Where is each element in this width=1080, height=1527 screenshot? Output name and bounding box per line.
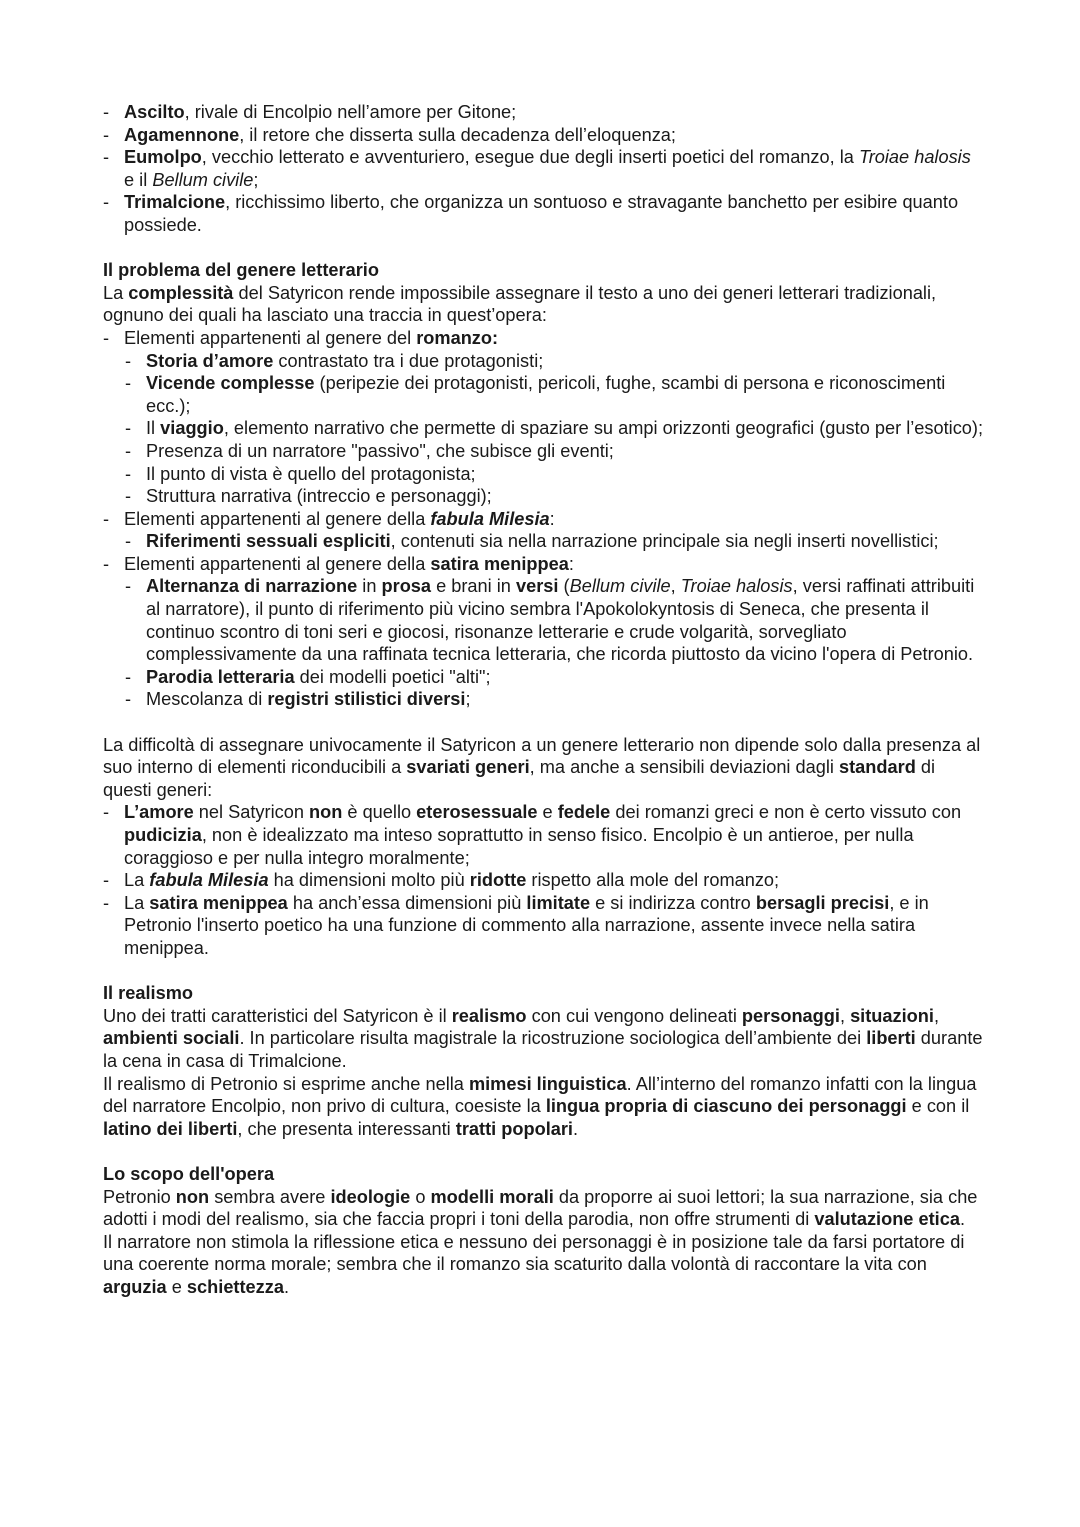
- paragraph: [103, 734, 983, 802]
- emphasis-text: tratti popolari: [455, 1118, 573, 1139]
- emphasis-text: Trimalcione: [124, 192, 226, 213]
- realism-section: [103, 982, 983, 1140]
- emphasis-text: schiettezza: [186, 1276, 284, 1297]
- text-run: La difficoltà di assegnare univocamente il Satyricon a un genere letterario non dipende solo dalla presenza al suo interno di elementi riconducibili a: [103, 734, 981, 778]
- text-run: Il punto di vista è quello del protagonista;: [146, 463, 476, 484]
- text-run: Il: [146, 418, 161, 439]
- text-run: e con il: [906, 1096, 970, 1117]
- text-run: ;: [253, 169, 259, 190]
- paragraph: [103, 1005, 983, 1073]
- paragraph: [103, 1186, 983, 1231]
- text-run: e si indirizza contro: [590, 892, 756, 913]
- emphasis-text: complessità: [128, 282, 234, 303]
- text-run: , il retore che disserta sulla decadenza dell’eloquenza;: [239, 124, 676, 145]
- text-run: da proporre ai suoi lettori; la sua narrazione, sia che adotti i modi del realismo, sia che faccia propri i toni della parodia, non offre strumenti di: [103, 1186, 978, 1230]
- text-run: , ma anche a sensibili deviazioni dagli: [529, 757, 840, 778]
- text-run: . All’interno del romanzo infatti con la lingua del narratore Encolpio, non privo di cultura, coesiste la: [103, 1073, 977, 1117]
- emphasis-text: fabula Milesia: [430, 508, 550, 529]
- list-item: [103, 124, 983, 147]
- section-heading: Il realismo: [103, 983, 193, 1004]
- text-run: Elementi appartenenti al genere della: [124, 508, 431, 529]
- emphasis-text: viaggio: [160, 418, 224, 439]
- text-run: e: [166, 1276, 187, 1297]
- sub-list-item: [125, 463, 983, 486]
- text-run: Il narratore non stimola la riflessione etica e nessuno dei personaggi è in posizione tale da farsi portatore di una coerente norma morale; sembra che il romanzo sia scaturito dalla volontà di raccontare la vita con: [103, 1231, 965, 1275]
- text-run: La: [124, 892, 150, 913]
- genre-section: [103, 259, 983, 959]
- text-run: di questi generi:: [103, 757, 936, 800]
- sub-list-item: [125, 485, 983, 508]
- sub-list-item: [125, 666, 983, 689]
- text-run: Petronio: [103, 1186, 176, 1207]
- text-run: .: [959, 1209, 965, 1230]
- paragraph: [103, 282, 983, 327]
- emphasis-text: Storia d’amore: [146, 350, 274, 371]
- emphasis-text: latino dei liberti: [103, 1118, 238, 1139]
- purpose-section: [103, 1163, 983, 1299]
- emphasis-text: svariati generi: [406, 757, 530, 778]
- emphasis-text: Alternanza di narrazione: [146, 576, 358, 597]
- sub-list-item: [125, 530, 983, 553]
- emphasis-text: prosa: [381, 576, 432, 597]
- text-run: rispetto alla mole del romanzo;: [526, 870, 780, 891]
- text-run: o: [410, 1186, 431, 1207]
- text-run: con cui vengono delineati: [526, 1005, 742, 1026]
- emphasis-text: versi: [515, 576, 559, 597]
- text-run: :: [549, 508, 555, 529]
- sub-list-item: [125, 372, 983, 417]
- emphasis-text: limitate: [526, 892, 591, 913]
- list-item: [103, 553, 983, 576]
- emphasis-text: fabula Milesia: [149, 870, 269, 891]
- text-run: , versi raffinati attribuiti al narratore), il punto di riferimento più vicino sembra l'Apokolokyntosis di Seneca, che presenta il continuo scontro di toni seri e giocosi, risonanze letterarie e crude volgarità, sorvegliato complessivamente da una raffinata tecnica letteraria, che ricorda piuttosto da vicino l'opera di Petronio.: [146, 576, 975, 665]
- sub-list-item: [125, 688, 983, 711]
- emphasis-text: Parodia letteraria: [146, 666, 295, 687]
- text-run: e brani in: [431, 576, 516, 597]
- text-run: ,: [839, 1005, 851, 1026]
- list-item: [103, 146, 983, 191]
- text-run: , che presenta interessanti: [237, 1118, 456, 1139]
- emphasis-text: Eumolpo: [124, 147, 202, 168]
- text-run: ,: [670, 576, 681, 597]
- list-item: [103, 191, 983, 236]
- emphasis-text: pudicizia: [124, 825, 202, 845]
- emphasis-text: Agamennone: [124, 124, 240, 145]
- text-run: ha anch’essa dimensioni più: [287, 892, 527, 913]
- emphasis-text: Vicende complesse: [146, 373, 315, 394]
- text-run: . In particolare risulta magistrale la ricostruzione sociologica dell’ambiente dei: [239, 1028, 867, 1049]
- emphasis-text: valutazione etica: [814, 1209, 960, 1230]
- text-run: Il realismo di Petronio si esprime anche nella: [103, 1073, 469, 1094]
- text-run: e il: [124, 169, 153, 190]
- emphasis-text: modelli morali: [430, 1186, 554, 1207]
- emphasis-text: satira menippea: [149, 892, 288, 913]
- text-run: durante la cena in casa di Trimalcione.: [103, 1028, 983, 1071]
- text-run: (peripezie dei protagonisti, pericoli, fughe, scambi di persona e riconoscimenti ecc.);: [146, 373, 946, 416]
- text-run: nel Satyricon: [193, 802, 309, 823]
- text-run: Mescolanza di: [146, 689, 268, 710]
- text-run: Presenza di un narratore "passivo", che subisce gli eventi;: [146, 440, 614, 461]
- list-item: [103, 869, 983, 892]
- text-run: , ricchissimo liberto, che organizza un sontuoso e stravagante banchetto per esibire quanto possiede.: [124, 192, 959, 235]
- text-run: :: [568, 553, 574, 574]
- text-run: è quello: [342, 802, 417, 823]
- characters-list: [103, 101, 983, 237]
- text-run: Elementi appartenenti al genere del: [124, 327, 417, 348]
- emphasis-text: ambienti sociali: [103, 1028, 240, 1049]
- text-run: .: [283, 1276, 290, 1297]
- text-run: ha dimensioni molto più: [268, 870, 470, 891]
- text-run: sembra avere: [209, 1186, 331, 1207]
- emphasis-text: Ascilto: [124, 102, 185, 122]
- emphasis-text: standard: [839, 757, 916, 778]
- text-run: ;: [465, 689, 471, 710]
- emphasis-text: mimesi linguistica: [468, 1073, 627, 1094]
- text-run: e: [537, 802, 558, 823]
- section-heading: Il problema del genere letterario: [103, 260, 379, 281]
- text-run: dei modelli poetici "alti";: [294, 666, 491, 687]
- text-run: La: [124, 870, 150, 891]
- paragraph: [103, 1231, 983, 1299]
- emphasis-text: romanzo:: [416, 327, 499, 348]
- emphasis-text: arguzia: [103, 1276, 167, 1297]
- text-run: dei romanzi greci e non è certo vissuto con: [610, 802, 962, 823]
- document-page: [103, 101, 983, 1298]
- emphasis-text: Troiae halosis: [680, 576, 793, 597]
- section-heading: Lo scopo dell'opera: [103, 1163, 275, 1184]
- emphasis-text: liberti: [866, 1028, 916, 1049]
- emphasis-text: lingua propria di ciascuno dei personaggi: [545, 1096, 907, 1117]
- sub-list-item: [125, 350, 983, 373]
- text-run: (: [558, 576, 570, 597]
- text-run: , vecchio letterato e avventuriero, esegue due degli inserti poetici del romanzo, la: [201, 147, 859, 168]
- text-run: Uno dei tratti caratteristici del Satyricon è il: [103, 1005, 452, 1026]
- emphasis-text: Bellum civile: [569, 576, 671, 597]
- emphasis-text: personaggi: [741, 1005, 840, 1026]
- text-run: .: [573, 1118, 579, 1139]
- emphasis-text: ideologie: [330, 1186, 411, 1207]
- emphasis-text: registri stilistici diversi: [267, 689, 466, 710]
- text-run: ,: [933, 1005, 939, 1026]
- text-run: del Satyricon rende impossibile assegnare il testo a uno dei generi letterari tradizionali, ognuno dei quali ha lasciato una traccia in quest’opera:: [103, 282, 937, 326]
- text-run: , rivale di Encolpio nell’amore per Gitone;: [184, 102, 517, 122]
- list-item: [103, 801, 983, 869]
- emphasis-text: eterosessuale: [416, 802, 538, 823]
- emphasis-text: non: [175, 1186, 210, 1207]
- text-run: contrastato tra i due protagonisti;: [273, 350, 544, 371]
- list-item: [103, 508, 983, 531]
- list-item: [103, 327, 983, 350]
- emphasis-text: ridotte: [469, 870, 527, 891]
- emphasis-text: Riferimenti sessuali espliciti: [146, 531, 391, 552]
- list-item: [103, 101, 983, 124]
- emphasis-text: L’amore: [124, 802, 194, 823]
- sub-list-item: [125, 417, 983, 440]
- emphasis-text: situazioni: [850, 1005, 934, 1026]
- text-run: La: [103, 282, 129, 303]
- emphasis-text: realismo: [451, 1005, 527, 1026]
- emphasis-text: satira menippea: [430, 553, 569, 574]
- text-run: , contenuti sia nella narrazione principale sia negli inserti novellistici;: [390, 531, 939, 552]
- text-run: Struttura narrativa (intreccio e personaggi);: [146, 486, 492, 507]
- emphasis-text: Bellum civile: [152, 169, 254, 190]
- sub-list-item: [125, 440, 983, 463]
- text-run: in: [357, 576, 382, 597]
- text-run: , elemento narrativo che permette di spaziare su ampi orizzonti geografici (gusto per l’esotico);: [223, 418, 984, 439]
- emphasis-text: non: [309, 802, 343, 823]
- paragraph: [103, 1073, 983, 1141]
- text-run: , e in Petronio l'inserto poetico ha una funzione di commento alla narrazione, assente invece nella satira menippea.: [124, 892, 929, 958]
- sub-list-item: [125, 575, 983, 665]
- text-run: Elementi appartenenti al genere della: [124, 553, 431, 574]
- emphasis-text: Troiae halosis: [858, 147, 971, 168]
- emphasis-text: bersagli precisi: [755, 892, 890, 913]
- list-item: [103, 892, 983, 960]
- emphasis-text: fedele: [557, 802, 611, 823]
- text-run: , non è idealizzato ma inteso soprattutto in senso fisico. Encolpio è un antieroe, per nulla coraggioso e per nulla integro moralmente;: [124, 825, 914, 868]
